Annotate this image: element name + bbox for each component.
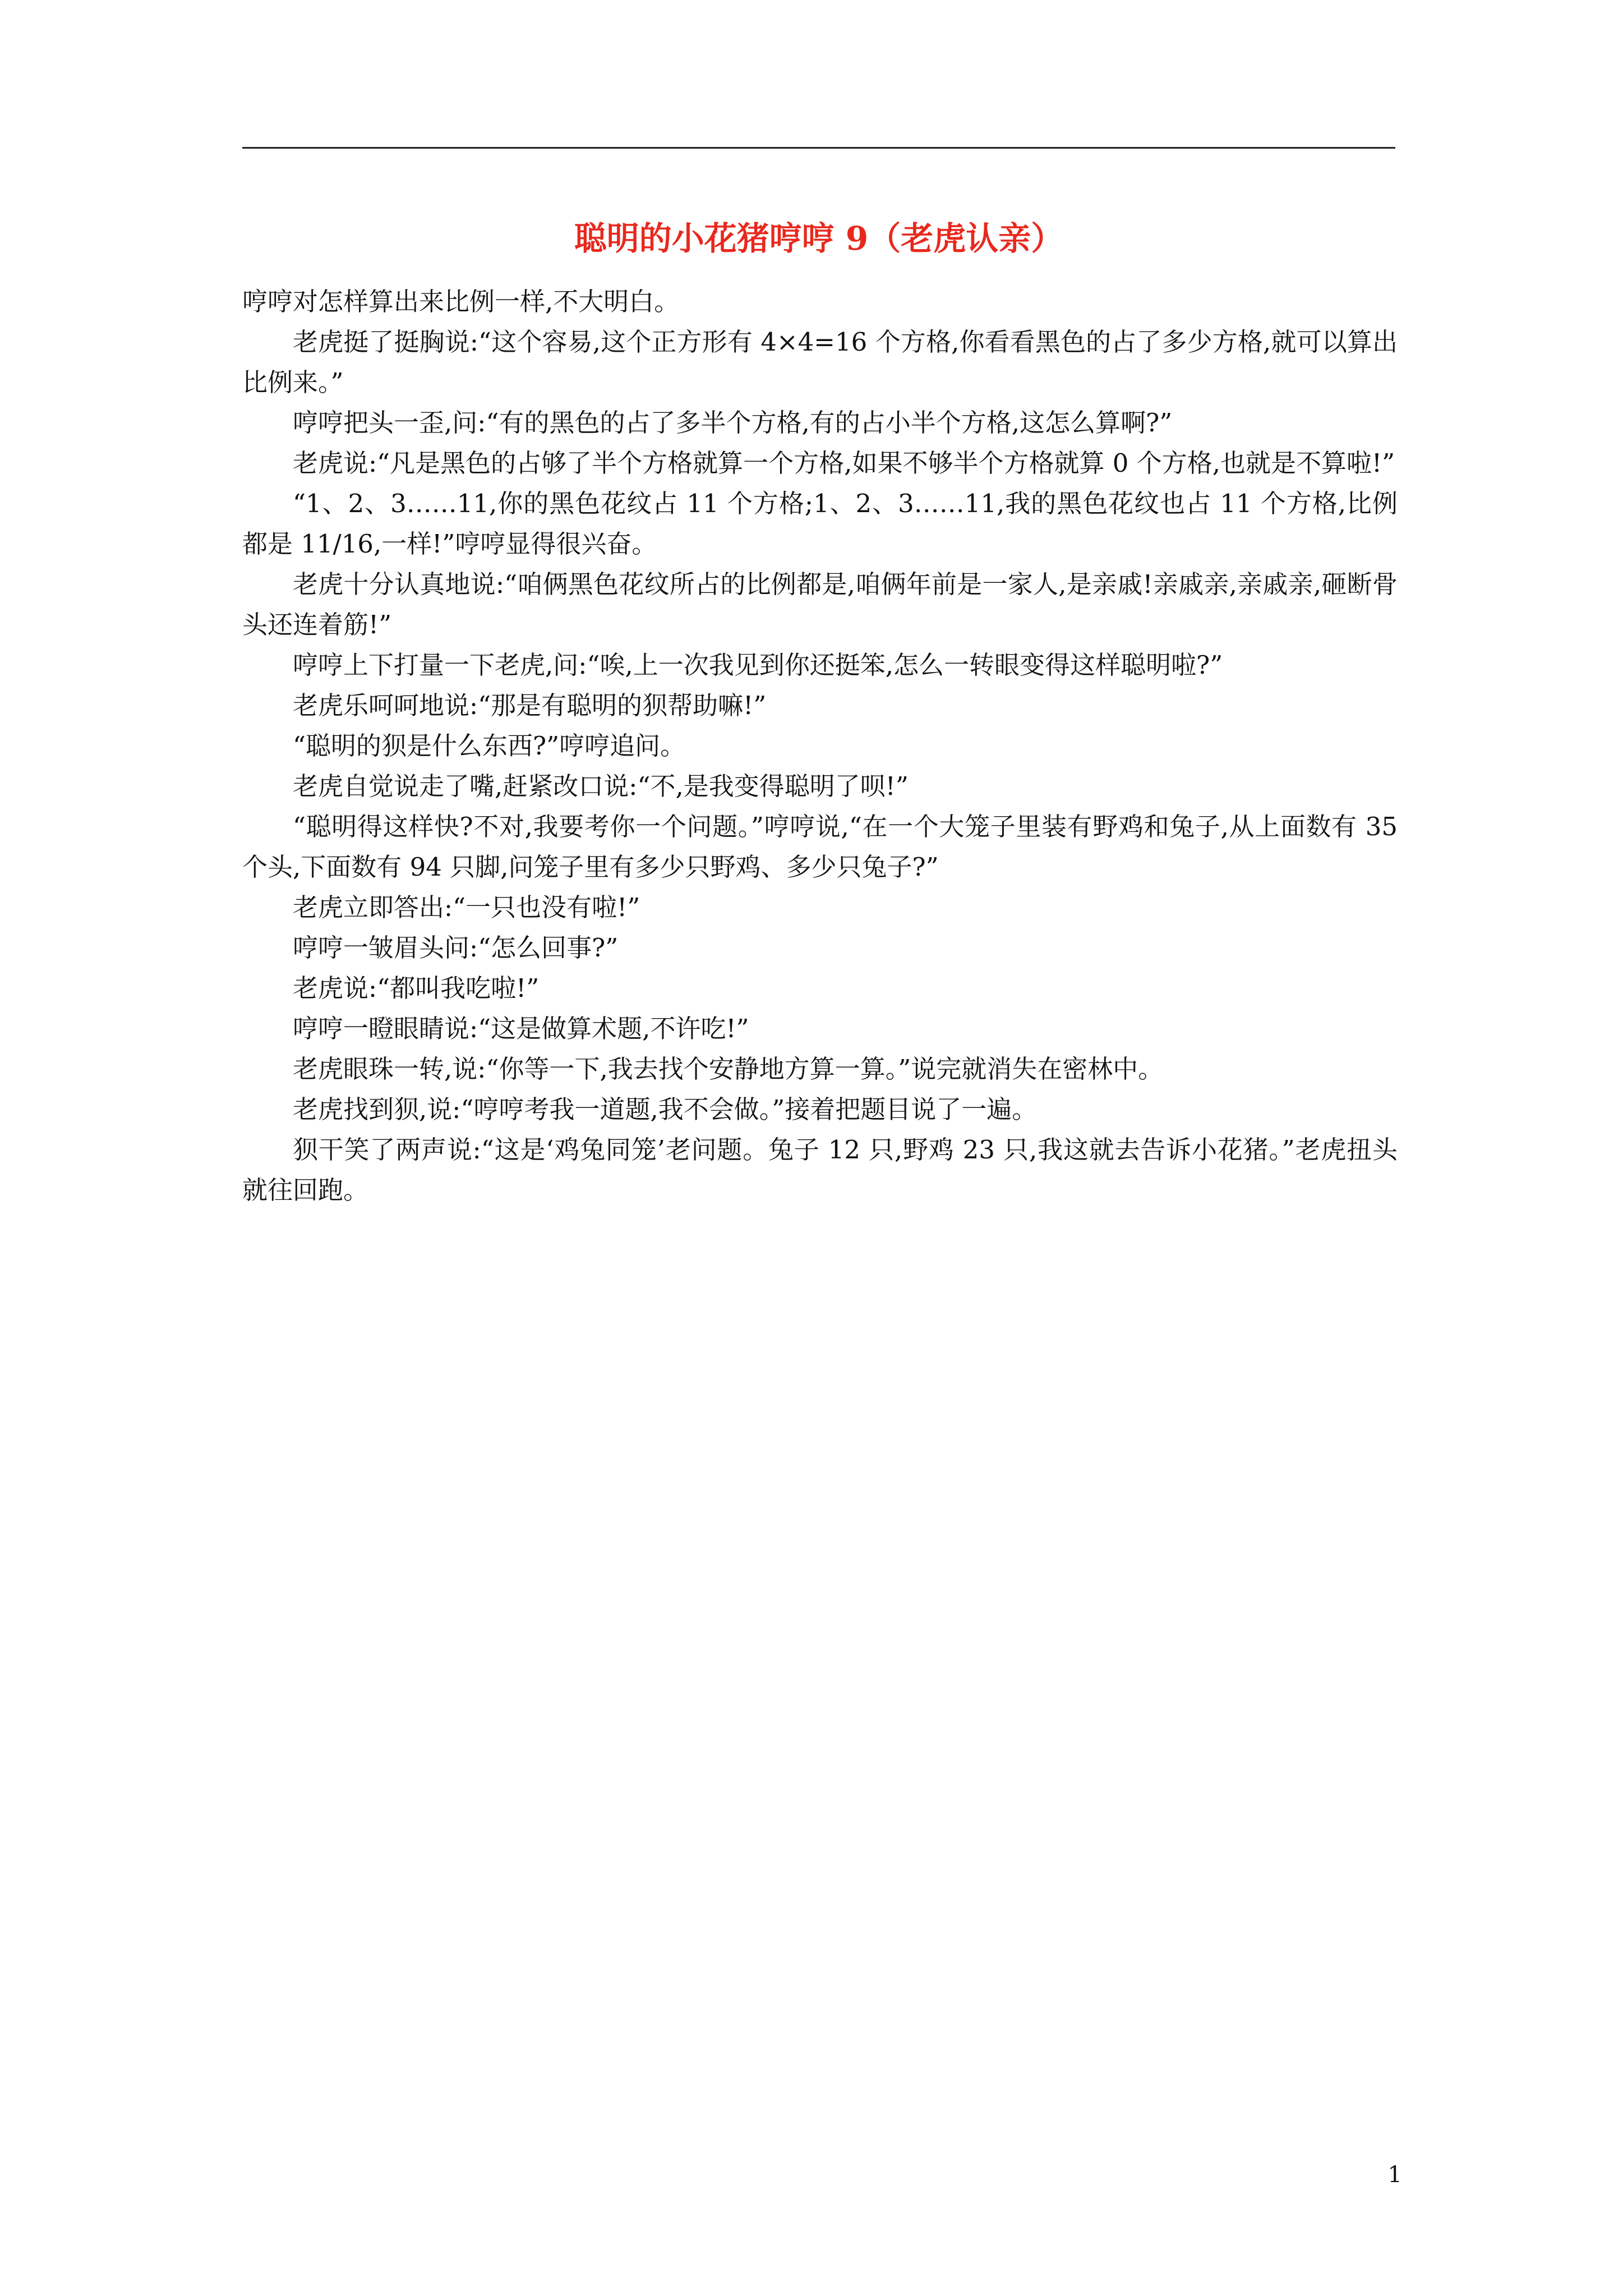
page-number: 1 (1387, 2162, 1402, 2188)
paragraph-16: 老虎眼珠一转,说:“你等一下,我去找个安静地方算一算。”说完就消失在密林中。 (293, 1054, 1164, 1084)
paragraph-13: 哼哼一皱眉头问:“怎么回事?” (293, 933, 619, 963)
paragraph-4: 老虎说:“凡是黑色的占够了半个方格就算一个方格,如果不够半个方格就算 0 个方格,也就是不算啦!” (293, 448, 1395, 478)
document-title: 聪明的小花猪哼哼 9（老虎认亲） (574, 219, 1064, 257)
paragraph-8: 老虎乐呵呵地说:“那是有聪明的狈帮助嘛!” (293, 691, 767, 720)
paragraph-7: 哼哼上下打量一下老虎,问:“唉,上一次我见到你还挺笨,怎么一转眼变得这样聪明啦?” (293, 650, 1223, 680)
paragraph-12: 老虎立即答出:“一只也没有啦!” (293, 892, 640, 922)
paragraph-11: “聪明得这样快?不对,我要考你一个问题。”哼哼说,“在一个大笼子里装有野鸡和兔子,从上面数有 35 个头,下面数有 94 只脚,问笼子里有多少只野鸡、多少只兔子?” (242, 812, 1398, 882)
paragraph-10: 老虎自觉说走了嘴,赶紧改口说:“不,是我变得聪明了呗!” (293, 771, 909, 801)
paragraph-1: 哼哼对怎样算出来比例一样,不大明白。 (242, 287, 680, 316)
paragraph-14: 老虎说:“都叫我吃啦!” (293, 973, 540, 1003)
header-rule (242, 147, 1395, 149)
paragraph-18: 狈干笑了两声说:“这是‘鸡兔同笼’老问题。兔子 12 只,野鸡 23 只,我这就去告诉小花猪。”老虎扭头就往回跑。 (242, 1135, 1398, 1205)
paragraph-3: 哼哼把头一歪,问:“有的黑色的占了多半个方格,有的占小半个方格,这怎么算啊?” (293, 408, 1173, 438)
paragraph-9: “聪明的狈是什么东西?”哼哼追问。 (293, 731, 686, 761)
paragraph-2: 老虎挺了挺胸说:“这个容易,这个正方形有 4×4=16 个方格,你看看黑色的占了多少方格,就可以算出比例来。” (242, 327, 1398, 397)
story-body (242, 282, 1398, 1211)
paragraph-17: 老虎找到狈,说:“哼哼考我一道题,我不会做。”接着把题目说了一遍。 (293, 1094, 1038, 1124)
paragraph-5: “1、2、3……11,你的黑色花纹占 11 个方格;1、2、3……11,我的黑色花纹也占 11 个方格,比例都是 11/16,一样!”哼哼显得很兴奋。 (242, 489, 1398, 559)
paragraph-15: 哼哼一瞪眼睛说:“这是做算术题,不许吃!” (293, 1014, 749, 1043)
paragraph-6: 老虎十分认真地说:“咱俩黑色花纹所占的比例都是,咱俩年前是一家人,是亲戚!亲戚亲,亲戚亲,砸断骨头还连着筋!” (242, 569, 1398, 639)
